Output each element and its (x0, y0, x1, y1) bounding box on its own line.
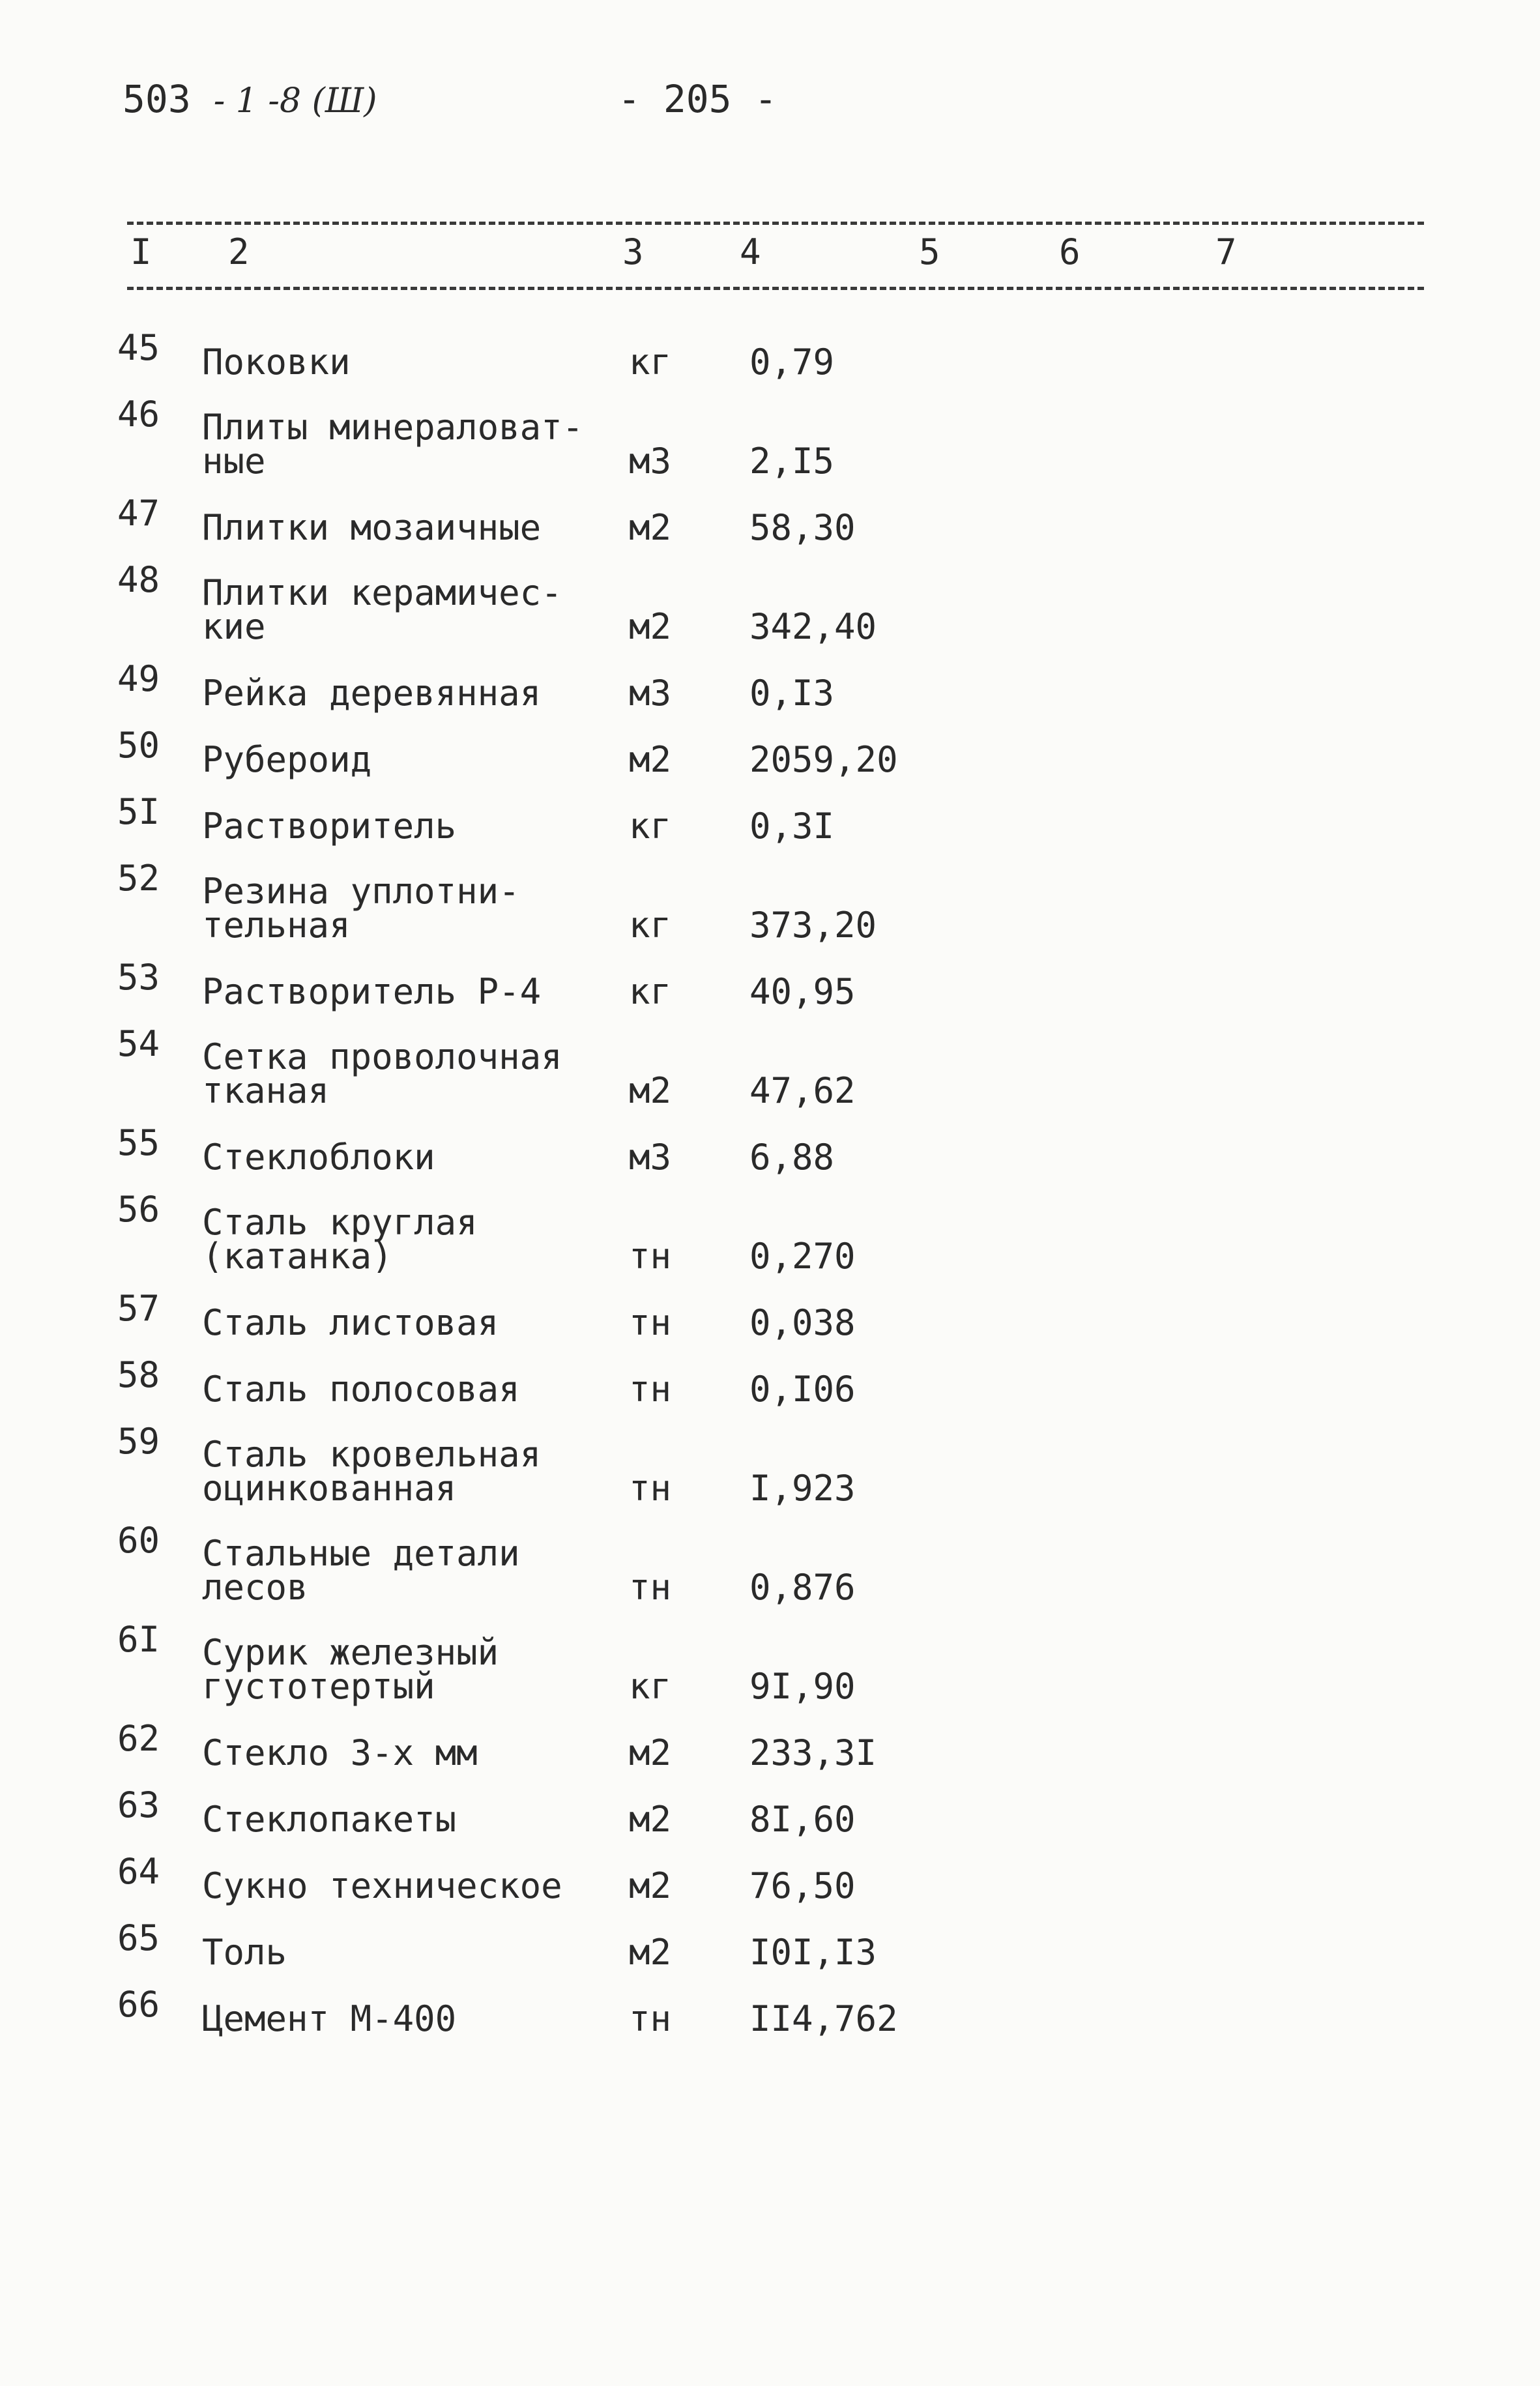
material-name-line: тканая (202, 1070, 330, 1111)
quantity: 8I,60 (749, 1799, 856, 1840)
column-header-2: 2 (228, 231, 250, 272)
table-row (117, 1174, 1010, 1273)
table-row (117, 1506, 1010, 1605)
row-number: 62 (117, 1718, 160, 1759)
table-row (117, 1770, 1010, 1837)
unit: тн (629, 1302, 672, 1343)
material-name (202, 1903, 629, 1973)
quantity: II4,762 (749, 1998, 898, 2039)
quantity: 0,79 (749, 342, 835, 383)
unit: тн (629, 1369, 672, 1410)
table-row (117, 942, 1010, 1009)
row-number: 48 (117, 559, 160, 600)
unit: кг (629, 1666, 672, 1707)
table-row (117, 545, 1010, 644)
material-name-line: Сетка проволочная (202, 1036, 562, 1077)
row-number: 6I (117, 1619, 160, 1660)
page-header (123, 77, 1426, 136)
table-row (117, 1406, 1010, 1506)
row-number: 5I (117, 791, 160, 832)
row-number: 60 (117, 1520, 160, 1561)
material-name-line: Растворитель (202, 806, 457, 847)
column-header-4: 4 (740, 231, 761, 272)
material-name-line: Плитки мозаичные (202, 507, 542, 548)
page-number: - 205 - (618, 77, 777, 121)
material-name-line: Сталь листовая (202, 1302, 499, 1343)
quantity: 373,20 (749, 905, 877, 946)
unit: м2 (629, 1865, 672, 1906)
material-name (202, 843, 629, 946)
row-number: 54 (117, 1023, 160, 1064)
table-row (117, 1605, 1010, 1704)
material-name-line: Толь (202, 1932, 287, 1973)
material-name (202, 710, 629, 780)
row-number: 64 (117, 1851, 160, 1892)
materials-table (117, 313, 1010, 2039)
column-header-1: I (130, 231, 152, 272)
document-code-handwritten: - 1 -8 (Ш) (213, 81, 377, 121)
quantity: 2059,20 (749, 739, 898, 780)
column-header-6: 6 (1059, 231, 1081, 272)
quantity: 6,88 (749, 1137, 835, 1178)
material-name-line: Сурик железный (202, 1632, 499, 1673)
material-name-line: лесов (202, 1567, 308, 1608)
material-name-line: Поковки (202, 342, 351, 383)
material-name-line: Стеклопакеты (202, 1799, 457, 1840)
row-number: 50 (117, 725, 160, 766)
row-number: 52 (117, 858, 160, 899)
material-name (202, 942, 629, 1012)
material-name-line: Стекло 3-х мм (202, 1732, 478, 1773)
material-name-line: Растворитель Р-4 (202, 971, 542, 1012)
material-name (202, 644, 629, 714)
material-name-line: ные (202, 441, 266, 482)
material-name-line: Цемент М-400 (202, 1998, 457, 2039)
unit: кг (629, 806, 672, 847)
table-row (117, 1704, 1010, 1770)
unit: м2 (629, 1070, 672, 1111)
table-row (117, 843, 1010, 942)
table-row (117, 1273, 1010, 1340)
row-number: 47 (117, 493, 160, 534)
material-name-line: Сталь полосовая (202, 1369, 520, 1410)
table-row (117, 313, 1010, 379)
unit: м2 (629, 606, 672, 647)
header-rule-bottom (127, 287, 1424, 290)
quantity: I,923 (749, 1468, 856, 1509)
document-code (123, 77, 377, 121)
material-name (202, 1770, 629, 1840)
material-name-line: (катанка) (202, 1236, 393, 1277)
material-name (202, 1506, 629, 1608)
unit: тн (629, 1468, 672, 1509)
row-number: 53 (117, 957, 160, 998)
quantity: 233,3I (749, 1732, 877, 1773)
material-name (202, 777, 629, 847)
unit: кг (629, 342, 672, 383)
quantity: 342,40 (749, 606, 877, 647)
row-number: 45 (117, 327, 160, 368)
unit: м2 (629, 739, 672, 780)
material-name (202, 1108, 629, 1178)
material-name-line: Стеклоблоки (202, 1137, 435, 1178)
header-rule-top (127, 222, 1424, 225)
material-name-line: Рейка деревянная (202, 673, 542, 714)
quantity: 0,876 (749, 1567, 856, 1608)
table-row (117, 777, 1010, 843)
row-number: 56 (117, 1189, 160, 1230)
unit: м3 (629, 673, 672, 714)
material-name (202, 478, 629, 548)
unit: м2 (629, 1732, 672, 1773)
quantity: 0,I3 (749, 673, 835, 714)
quantity: 0,I06 (749, 1369, 856, 1410)
materials-table-body (117, 313, 1010, 2039)
material-name (202, 313, 629, 383)
document-code-number: 503 (123, 77, 191, 121)
unit: м3 (629, 1137, 672, 1178)
material-name-line: кие (202, 606, 266, 647)
material-name-line: густотертый (202, 1666, 435, 1707)
material-name-line: тельная (202, 905, 351, 946)
material-name (202, 1009, 629, 1111)
table-row (117, 1340, 1010, 1406)
quantity: 76,50 (749, 1865, 856, 1906)
material-name (202, 379, 629, 482)
table-row (117, 478, 1010, 545)
quantity: 2,I5 (749, 441, 835, 482)
column-header-3: 3 (622, 231, 644, 272)
material-name-line: Сукно техническое (202, 1865, 562, 1906)
material-name (202, 1273, 629, 1343)
row-number: 59 (117, 1421, 160, 1462)
quantity: 0,038 (749, 1302, 856, 1343)
unit: м2 (629, 1932, 672, 1973)
table-row (117, 710, 1010, 777)
row-number: 66 (117, 1984, 160, 2025)
material-name-line: Резина уплотни- (202, 871, 520, 912)
row-number: 65 (117, 1917, 160, 1958)
material-name (202, 545, 629, 647)
column-header-5: 5 (919, 231, 940, 272)
unit: тн (629, 1998, 672, 2039)
unit: м2 (629, 507, 672, 548)
material-name (202, 1340, 629, 1410)
row-number: 63 (117, 1784, 160, 1826)
unit: кг (629, 971, 672, 1012)
unit: кг (629, 905, 672, 946)
unit: м3 (629, 441, 672, 482)
quantity: 47,62 (749, 1070, 856, 1111)
material-name-line: Сталь круглая (202, 1202, 478, 1243)
table-row (117, 1009, 1010, 1108)
material-name (202, 1174, 629, 1277)
material-name-line: Плиты минераловат- (202, 407, 584, 448)
table-row (117, 1837, 1010, 1903)
row-number: 58 (117, 1354, 160, 1395)
material-name-line: Плитки керамичес- (202, 572, 562, 613)
quantity: 0,270 (749, 1236, 856, 1277)
material-name-line: оцинкованная (202, 1468, 457, 1509)
row-number: 57 (117, 1288, 160, 1329)
material-name-line: Сталь кровельная (202, 1434, 542, 1475)
unit: тн (629, 1567, 672, 1608)
unit: м2 (629, 1799, 672, 1840)
row-number: 55 (117, 1122, 160, 1163)
material-name-line: Рубероид (202, 739, 372, 780)
table-row (117, 379, 1010, 478)
quantity: 0,3I (749, 806, 835, 847)
quantity: 40,95 (749, 971, 856, 1012)
table-row (117, 1903, 1010, 1970)
row-number: 49 (117, 658, 160, 699)
table-row (117, 644, 1010, 710)
material-name (202, 1605, 629, 1707)
material-name (202, 1406, 629, 1509)
material-name (202, 1704, 629, 1773)
material-name (202, 1837, 629, 1906)
material-name-line: Стальные детали (202, 1533, 520, 1574)
table-row (117, 1970, 1010, 2036)
quantity: 9I,90 (749, 1666, 856, 1707)
quantity: 58,30 (749, 507, 856, 548)
material-name (202, 1970, 629, 2039)
row-number: 46 (117, 394, 160, 435)
unit: тн (629, 1236, 672, 1277)
column-header-7: 7 (1215, 231, 1237, 272)
table-row (117, 1108, 1010, 1174)
quantity: I0I,I3 (749, 1932, 877, 1973)
